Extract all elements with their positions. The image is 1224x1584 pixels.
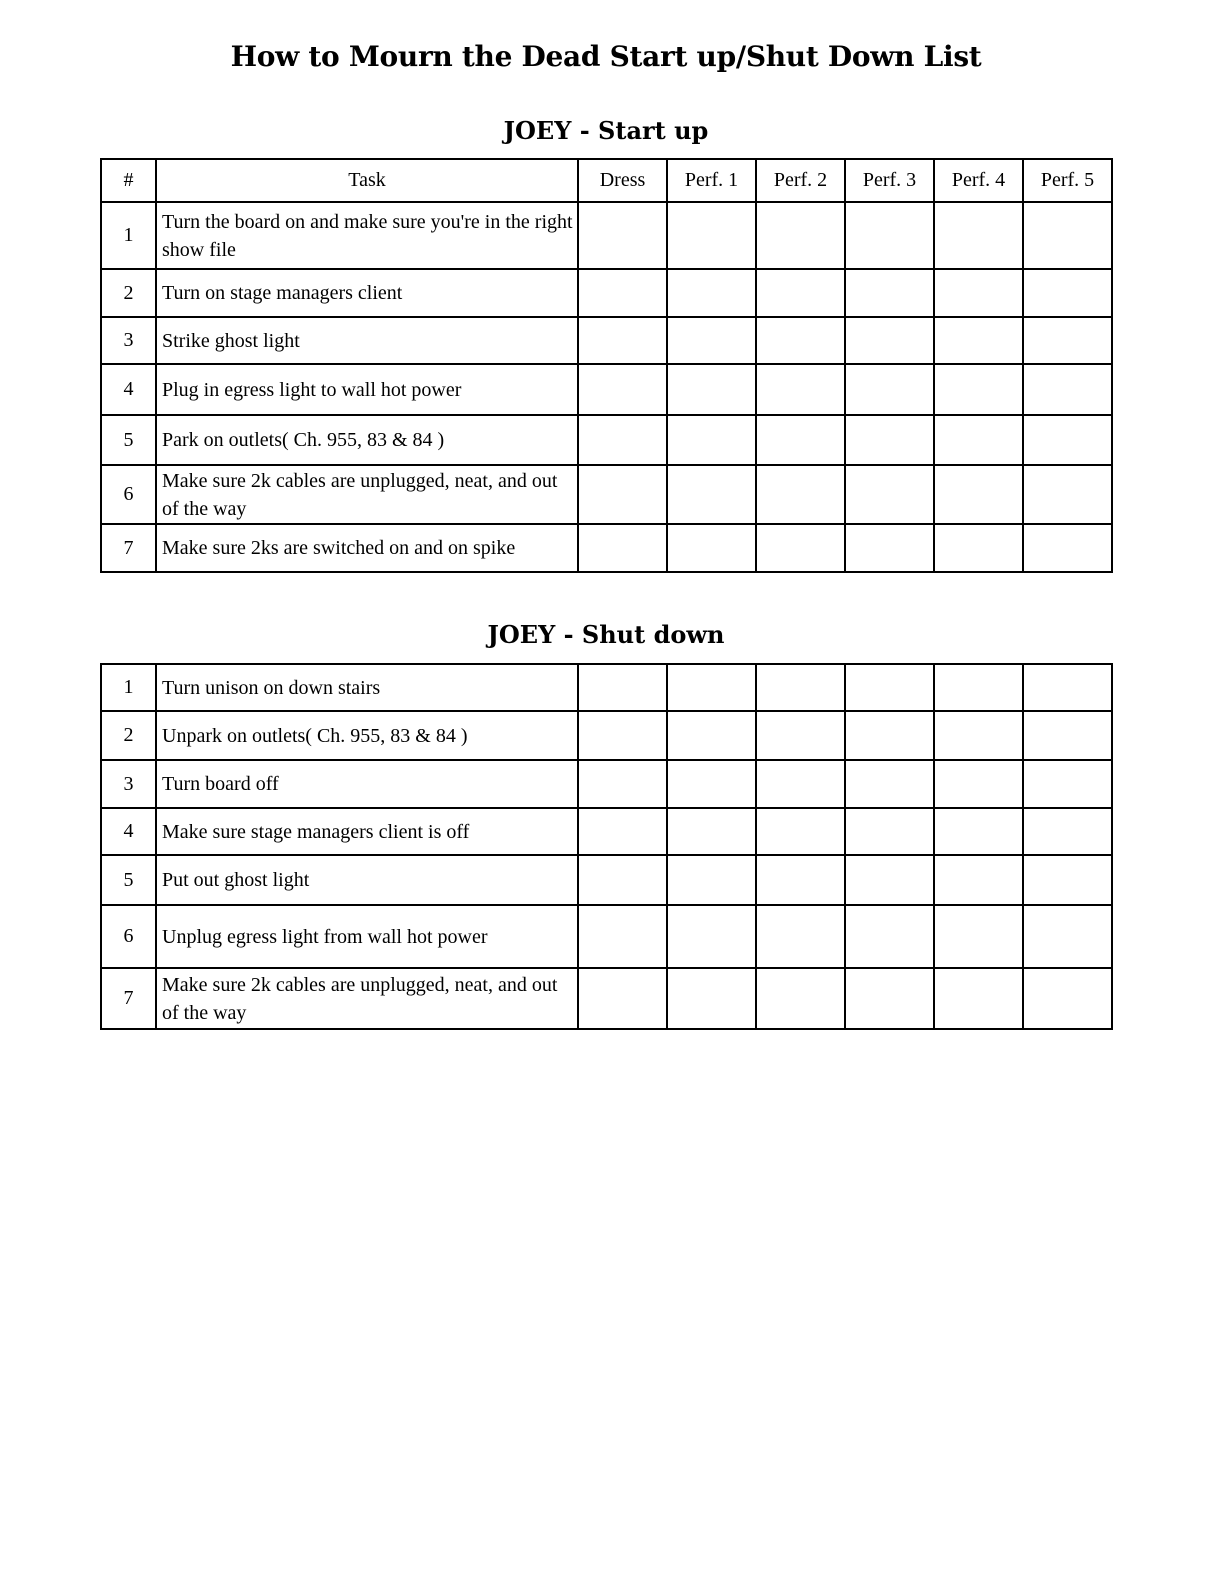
check-cell-perf-4[interactable] (934, 760, 1023, 808)
row-number: 7 (101, 524, 156, 572)
column-header-dress: Dress (578, 159, 667, 202)
column-header-perf-3: Perf. 3 (845, 159, 934, 202)
table-row (101, 855, 1112, 905)
check-cell-dress[interactable] (578, 465, 667, 524)
check-cell-dress[interactable] (578, 855, 667, 905)
check-cell-perf-1[interactable] (667, 664, 756, 711)
check-cell-dress[interactable] (578, 711, 667, 760)
check-cell-perf-4[interactable] (934, 855, 1023, 905)
check-cell-perf-1[interactable] (667, 415, 756, 465)
task-description: Make sure 2ks are switched on and on spike (156, 524, 578, 572)
task-description: Make sure 2k cables are unplugged, neat, and out of the way (156, 465, 578, 524)
task-description: Strike ghost light (156, 317, 578, 364)
check-cell-perf-2[interactable] (756, 269, 845, 317)
check-cell-perf-3[interactable] (845, 760, 934, 808)
check-cell-perf-2[interactable] (756, 364, 845, 415)
check-cell-perf-1[interactable] (667, 269, 756, 317)
column-header-perf-5: Perf. 5 (1023, 159, 1112, 202)
check-cell-perf-1[interactable] (667, 202, 756, 269)
check-cell-perf-2[interactable] (756, 760, 845, 808)
table-row (101, 711, 1112, 760)
check-cell-perf-1[interactable] (667, 905, 756, 968)
table-row (101, 664, 1112, 711)
check-cell-perf-4[interactable] (934, 808, 1023, 855)
check-cell-perf-2[interactable] (756, 465, 845, 524)
check-cell-perf-5[interactable] (1023, 855, 1112, 905)
startup-section-title: JOEY - Start up (503, 116, 709, 145)
check-cell-perf-2[interactable] (756, 968, 845, 1029)
check-cell-perf-1[interactable] (667, 968, 756, 1029)
check-cell-perf-4[interactable] (934, 269, 1023, 317)
check-cell-perf-4[interactable] (934, 202, 1023, 269)
check-cell-perf-2[interactable] (756, 415, 845, 465)
check-cell-dress[interactable] (578, 202, 667, 269)
check-cell-perf-3[interactable] (845, 415, 934, 465)
check-cell-perf-3[interactable] (845, 524, 934, 572)
check-cell-perf-1[interactable] (667, 760, 756, 808)
check-cell-perf-5[interactable] (1023, 905, 1112, 968)
task-description: Make sure 2k cables are unplugged, neat, and out of the way (156, 968, 578, 1029)
check-cell-perf-2[interactable] (756, 905, 845, 968)
task-description: Turn on stage managers client (156, 269, 578, 317)
row-number: 7 (101, 968, 156, 1029)
check-cell-dress[interactable] (578, 317, 667, 364)
check-cell-perf-4[interactable] (934, 905, 1023, 968)
check-cell-perf-3[interactable] (845, 664, 934, 711)
check-cell-perf-5[interactable] (1023, 317, 1112, 364)
check-cell-dress[interactable] (578, 364, 667, 415)
check-cell-perf-4[interactable] (934, 968, 1023, 1029)
startup-checklist-table (100, 158, 1113, 573)
check-cell-perf-2[interactable] (756, 711, 845, 760)
row-number: 2 (101, 711, 156, 760)
check-cell-perf-5[interactable] (1023, 760, 1112, 808)
check-cell-perf-5[interactable] (1023, 415, 1112, 465)
check-cell-perf-4[interactable] (934, 415, 1023, 465)
check-cell-perf-2[interactable] (756, 524, 845, 572)
check-cell-dress[interactable] (578, 808, 667, 855)
column-header-perf-4: Perf. 4 (934, 159, 1023, 202)
table-row (101, 968, 1112, 1029)
check-cell-perf-5[interactable] (1023, 465, 1112, 524)
row-number: 3 (101, 760, 156, 808)
row-number: 4 (101, 364, 156, 415)
row-number: 2 (101, 269, 156, 317)
check-cell-perf-4[interactable] (934, 317, 1023, 364)
task-description: Unpark on outlets( Ch. 955, 83 & 84 ) (156, 711, 578, 760)
check-cell-perf-5[interactable] (1023, 808, 1112, 855)
check-cell-perf-2[interactable] (756, 855, 845, 905)
check-cell-perf-5[interactable] (1023, 968, 1112, 1029)
check-cell-perf-4[interactable] (934, 364, 1023, 415)
check-cell-perf-3[interactable] (845, 855, 934, 905)
table-row (101, 269, 1112, 317)
check-cell-perf-4[interactable] (934, 711, 1023, 760)
column-header-perf-2: Perf. 2 (756, 159, 845, 202)
row-number: 6 (101, 905, 156, 968)
task-description: Put out ghost light (156, 855, 578, 905)
task-description: Turn board off (156, 760, 578, 808)
check-cell-perf-1[interactable] (667, 711, 756, 760)
check-cell-perf-4[interactable] (934, 465, 1023, 524)
task-description: Plug in egress light to wall hot power (156, 364, 578, 415)
column-header-number: # (101, 159, 156, 202)
table-row (101, 202, 1112, 269)
table-row (101, 760, 1112, 808)
check-cell-perf-5[interactable] (1023, 524, 1112, 572)
check-cell-dress[interactable] (578, 524, 667, 572)
table-row (101, 524, 1112, 572)
row-number: 1 (101, 202, 156, 269)
check-cell-perf-3[interactable] (845, 364, 934, 415)
column-header-perf-1: Perf. 1 (667, 159, 756, 202)
check-cell-perf-3[interactable] (845, 317, 934, 364)
column-header-task: Task (156, 159, 578, 202)
table-row (101, 364, 1112, 415)
table-row (101, 415, 1112, 465)
task-description: Make sure stage managers client is off (156, 808, 578, 855)
task-description: Turn the board on and make sure you're in the right show file (156, 202, 578, 269)
row-number: 5 (101, 415, 156, 465)
check-cell-perf-1[interactable] (667, 524, 756, 572)
shutdown-section-title: JOEY - Shut down (487, 620, 725, 649)
row-number: 6 (101, 465, 156, 524)
check-cell-dress[interactable] (578, 664, 667, 711)
check-cell-perf-1[interactable] (667, 465, 756, 524)
table-row (101, 808, 1112, 855)
check-cell-dress[interactable] (578, 269, 667, 317)
check-cell-perf-2[interactable] (756, 808, 845, 855)
table-row (101, 317, 1112, 364)
task-description: Park on outlets( Ch. 955, 83 & 84 ) (156, 415, 578, 465)
document-title: How to Mourn the Dead Start up/Shut Down List (230, 40, 982, 73)
check-cell-perf-3[interactable] (845, 808, 934, 855)
check-cell-dress[interactable] (578, 760, 667, 808)
table-header-row (101, 159, 1112, 202)
check-cell-perf-3[interactable] (845, 905, 934, 968)
row-number: 5 (101, 855, 156, 905)
check-cell-dress[interactable] (578, 415, 667, 465)
check-cell-perf-3[interactable] (845, 465, 934, 524)
check-cell-perf-5[interactable] (1023, 664, 1112, 711)
check-cell-perf-1[interactable] (667, 317, 756, 364)
check-cell-dress[interactable] (578, 905, 667, 968)
check-cell-perf-3[interactable] (845, 711, 934, 760)
check-cell-perf-1[interactable] (667, 364, 756, 415)
check-cell-perf-2[interactable] (756, 317, 845, 364)
table-row (101, 465, 1112, 524)
row-number: 3 (101, 317, 156, 364)
check-cell-perf-2[interactable] (756, 202, 845, 269)
check-cell-perf-1[interactable] (667, 808, 756, 855)
check-cell-perf-4[interactable] (934, 524, 1023, 572)
check-cell-perf-3[interactable] (845, 202, 934, 269)
check-cell-perf-3[interactable] (845, 968, 934, 1029)
shutdown-checklist-table (100, 663, 1113, 1030)
check-cell-perf-4[interactable] (934, 664, 1023, 711)
check-cell-perf-3[interactable] (845, 269, 934, 317)
check-cell-perf-5[interactable] (1023, 269, 1112, 317)
row-number: 1 (101, 664, 156, 711)
check-cell-perf-1[interactable] (667, 855, 756, 905)
check-cell-perf-5[interactable] (1023, 711, 1112, 760)
check-cell-perf-2[interactable] (756, 664, 845, 711)
check-cell-perf-5[interactable] (1023, 364, 1112, 415)
check-cell-perf-5[interactable] (1023, 202, 1112, 269)
check-cell-dress[interactable] (578, 968, 667, 1029)
table-row (101, 905, 1112, 968)
task-description: Turn unison on down stairs (156, 664, 578, 711)
row-number: 4 (101, 808, 156, 855)
task-description: Unplug egress light from wall hot power (156, 905, 578, 968)
